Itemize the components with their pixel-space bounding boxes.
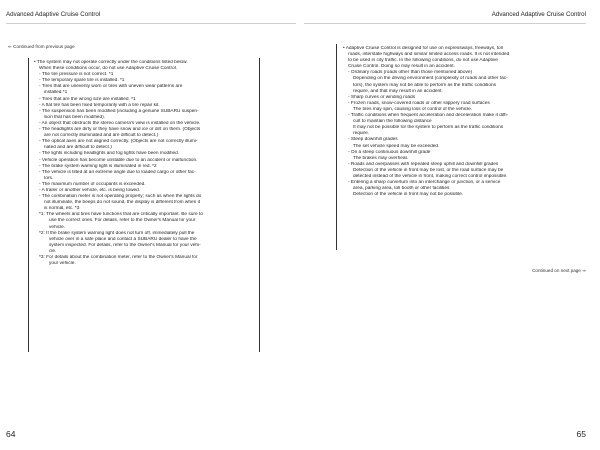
text-line: is normal, etc. *3 [44, 206, 80, 212]
text-line: tors. [44, 175, 54, 181]
text-line: your vehicle. [49, 261, 76, 267]
text-line: • The system may not operate correctly under the conditions listed below. [34, 60, 188, 65]
text-line: The tires may spin, causing loss of control of the vehicle. [353, 106, 473, 112]
text-line: are not correctly illuminated and are difficult to detect.) [44, 133, 158, 139]
text-line: - The lights including headlights and fog lights have been modified. [39, 151, 180, 157]
text-line: to be used in city traffic. In the following conditions, do not use Adaptive [348, 58, 498, 64]
text-line: nated and are difficult to detect.) [44, 145, 112, 151]
left-header-rule [6, 23, 296, 24]
continued-from-previous-page: ⇐ Continued from previous page [8, 44, 75, 49]
right-page [300, 0, 600, 450]
text-line: - The temporary spare tire is installed. *1 [39, 78, 125, 84]
text-line: It may not be possible for the system to perform as the traffic conditions [353, 125, 504, 131]
text-line: sion that has been modified). [44, 114, 105, 120]
text-line: *3: For details about the combination meter, refer to the Owner's Manual for [39, 255, 198, 260]
text-line: - Tires that are the wrong size are installed. *1 [39, 96, 136, 102]
text-line: Depending on the driving environment (complexity of roads and other fac- [353, 76, 508, 82]
right-caution-box [336, 44, 584, 250]
text-line: The set vehicle speed may be exceeded. [353, 143, 440, 149]
text-line: *1: The wheels and tires have functions that are critically important. Be sure to [39, 212, 203, 218]
right-page-header-title: Advanced Adaptive Cruise Control [491, 11, 586, 18]
text-line: - A flat tire has been fixed temporarily with a tire repair kit. [39, 102, 160, 108]
text-line: Cruise Control. Doing so may result in an accident. [348, 64, 455, 70]
text-line: - On a steep continuous downhill grade [348, 149, 431, 155]
text-line: vehicle. [49, 224, 66, 230]
text-line: vehicle over in a safe place and contact a SUBARU dealer to have the [49, 236, 197, 242]
text-line: require. [353, 131, 370, 137]
text-line: When these conditions occur, do not use Adaptive Cruise Control. [39, 66, 178, 72]
text-line: - An object that obstructs the stereo camera's view is installed on the vehicle. [39, 120, 201, 126]
left-page-number: 64 [6, 429, 16, 439]
text-line: cle. [49, 248, 57, 254]
text-line: - Vehicle operation has become unstable due to an accident or malfunction. [39, 157, 198, 163]
text-line: not illuminate, the beeps do not sound, the display is different from when it [44, 200, 200, 206]
text-line: - Traffic conditions when frequent acceleration and deceleration make it diffi- [348, 113, 509, 119]
text-line: tors), the system may not be able to perform as the traffic conditions [353, 82, 497, 88]
text-line: - Frozen roads, snow-covered roads or other slippery road surfaces [348, 100, 490, 106]
text-line: area, parking area, toll booth or other facilities [353, 186, 450, 192]
continued-on-next-page: Continued on next page ⇒ [532, 268, 586, 273]
text-line: Detection of the vehicle in front may be lost, or the road surface may be [353, 167, 504, 173]
text-line: Detection of the vehicle in front may not be possible. [353, 192, 464, 198]
text-line: - Ordinary roads (roads other than those mentioned above) [348, 70, 473, 76]
text-line: - Tires that are unevenly worn or tires with uneven wear patterns are [39, 84, 183, 90]
text-line: - The headlights are dirty or they have snow and ice or dirt on them. (Objects [39, 127, 201, 133]
text-line: - The brake system warning light is illuminated in red. *2 [39, 163, 157, 169]
text-line: require, and that may result in an accident. [353, 88, 443, 94]
text-line: - The suspension has been modified (including a genuine SUBARU suspen- [39, 108, 199, 114]
text-line: - Roads and overpasses with repeated steep uphill and downhill grades [348, 161, 499, 167]
left-caution-box [28, 58, 260, 352]
text-line: - The vehicle is tilted at an extreme angle due to loaded cargo or other fac- [39, 169, 196, 175]
left-page-header-title: Advanced Adaptive Cruise Control [6, 11, 101, 18]
text-line: *2: If the brake system warning light does not turn off, immediately pull the [39, 230, 195, 236]
text-line: use the correct ones. For details, refer to the Owner's Manual for your [49, 218, 196, 224]
text-line: system inspected. For details, refer to the Owner's Manual for your vehi- [49, 242, 201, 248]
right-page-number: 65 [576, 429, 586, 439]
text-line: - The maximum number of occupants is exceeded. [39, 181, 146, 187]
text-line: cult to maintain the following distance [353, 119, 432, 125]
text-line: installed.*1 [44, 90, 68, 96]
text-line: - Sharp curves or winding roads [348, 94, 416, 100]
text-line: - The optical axes are not aligned correctly. (Objects are not correctly illumi- [39, 139, 198, 145]
text-line: - The tire pressure is not correct. *1 [39, 72, 114, 78]
text-line: - Entering a sharp curve/turn into an interchange or junction, or a service [348, 180, 501, 186]
text-line: - A trailer or another vehicle, etc. is being towed. [39, 187, 141, 193]
text-line: • Adaptive Cruise Control is designed for use on expressways, freeways, toll [343, 46, 503, 51]
text-line: roads, interstate highways and similar limited access roads. It is not intended [348, 52, 510, 58]
text-line: - The combination meter is not operating properly; such as when the lights do [39, 194, 202, 200]
text-line: The brakes may overheat. [353, 155, 409, 161]
text-line: - Steep downhill grades [348, 137, 398, 143]
text-line: detected instead of the vehicle in front, making correct control impossible. [353, 173, 508, 179]
right-header-rule [304, 23, 586, 24]
